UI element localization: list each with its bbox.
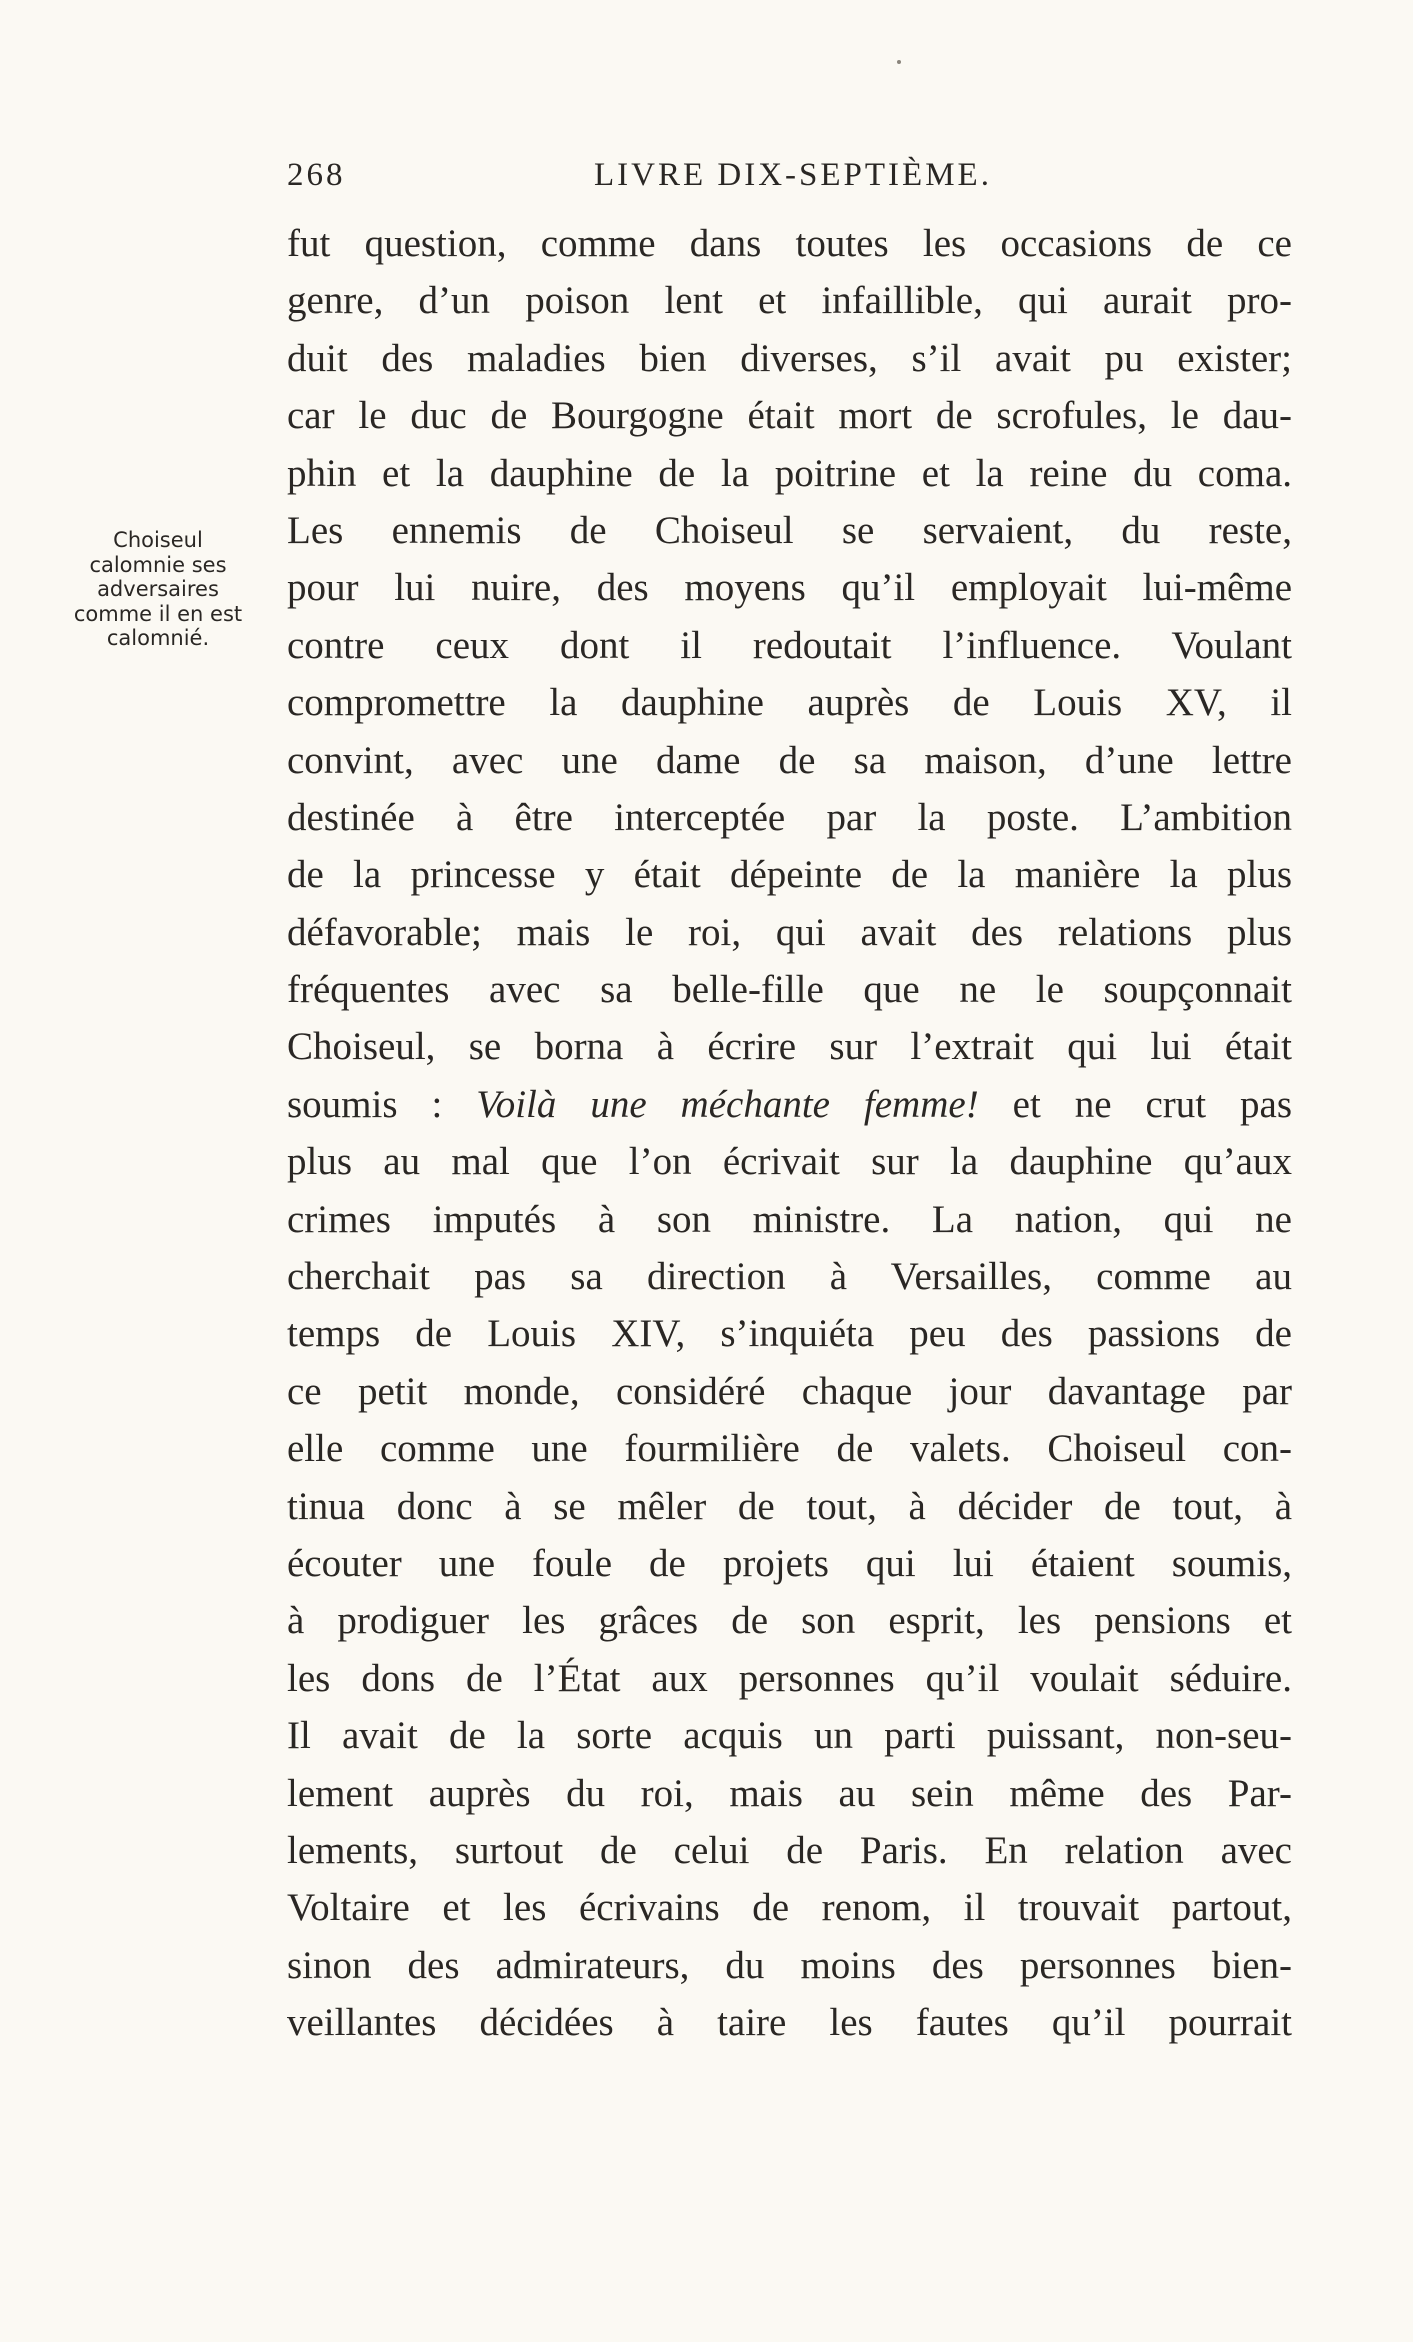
- text-line: car le duc de Bourgogne était mort de scrofules, le dau-: [287, 394, 1292, 438]
- text-line: phin et la dauphine de la poitrine et la reine du coma.: [287, 451, 1292, 495]
- text-line: sinon des admirateurs, du moins des personnes bien-: [287, 1943, 1292, 1987]
- running-head: LIVRE DIX-SEPTIÈME.: [594, 157, 992, 193]
- text-line: fréquentes avec sa belle-fille que ne le soupçonnait: [287, 968, 1292, 1012]
- text-line: écouter une foule de projets qui lui étaient soumis,: [287, 1541, 1292, 1585]
- text-line: lement auprès du roi, mais au sein même des Par-: [287, 1771, 1292, 1815]
- text-line: à prodiguer les grâces de son esprit, les pensions et: [287, 1599, 1292, 1643]
- text-line: de la princesse y était dépeinte de la manière la plus: [287, 853, 1292, 897]
- text-line-with-quote: [287, 1076, 1292, 1133]
- text-line: ce petit monde, considéré chaque jour davantage par: [287, 1369, 1292, 1413]
- text-line: plus au mal que l’on écrivait sur la dauphine qu’aux: [287, 1140, 1292, 1184]
- margin-note: [58, 528, 258, 651]
- margin-note-line: calomnie ses: [89, 552, 227, 577]
- text-line: Choiseul, se borna à écrire sur l’extrait qui lui était: [287, 1025, 1292, 1069]
- text-line: crimes imputés à son ministre. La nation, qui ne: [287, 1197, 1292, 1241]
- text-line: Voltaire et les écrivains de renom, il trouvait partout,: [287, 1886, 1292, 1930]
- margin-note-line: comme il en est: [73, 601, 243, 626]
- body-text: [287, 215, 1292, 2052]
- text-line: défavorable; mais le roi, qui avait des relations plus: [287, 910, 1292, 954]
- page-header: [287, 157, 1287, 197]
- text-line: elle comme une fourmilière de valets. Choiseul con-: [287, 1427, 1292, 1471]
- text-line: genre, d’un poison lent et infaillible, qui aurait pro-: [287, 279, 1292, 323]
- text-line: contre ceux dont il redoutait l’influence. Voulant: [287, 623, 1292, 667]
- text-line: destinée à être interceptée par la poste. L’ambition: [287, 795, 1292, 839]
- text-line: Les ennemis de Choiseul se servaient, du reste,: [287, 508, 1292, 552]
- text-line: convint, avec une dame de sa maison, d’une lettre: [287, 738, 1292, 782]
- line-text-after: et ne crut pas: [978, 1082, 1292, 1126]
- text-line: temps de Louis XIV, s’inquiéta peu des passions de: [287, 1312, 1292, 1356]
- text-line: cherchait pas sa direction à Versailles, comme au: [287, 1255, 1292, 1299]
- text-line: duit des maladies bien diverses, s’il avait pu exister;: [287, 336, 1292, 380]
- text-line: lements, surtout de celui de Paris. En relation avec: [287, 1828, 1292, 1872]
- text-line: veillantes décidées à taire les fautes qu’il pourrait: [287, 2001, 1292, 2045]
- margin-note-line: calomnié.: [106, 626, 210, 650]
- ink-speck: [897, 60, 901, 64]
- margin-note-line: adversaires: [97, 577, 219, 601]
- text-line: Il avait de la sorte acquis un parti puissant, non-seu-: [287, 1714, 1292, 1758]
- text-line: les dons de l’État aux personnes qu’il voulait séduire.: [287, 1656, 1292, 1700]
- text-line: pour lui nuire, des moyens qu’il employait lui-même: [287, 566, 1292, 610]
- quoted-remark: Voilà une méchante femme!: [476, 1082, 979, 1126]
- text-line: fut question, comme dans toutes les occasions de ce: [287, 222, 1292, 265]
- line-text-before: soumis :: [287, 1082, 477, 1126]
- margin-note-line: Choiseul: [113, 528, 203, 552]
- page-number: 268: [287, 157, 346, 193]
- text-line: tinua donc à se mêler de tout, à décider de tout, à: [287, 1484, 1292, 1528]
- text-line: compromettre la dauphine auprès de Louis XV, il: [287, 681, 1292, 725]
